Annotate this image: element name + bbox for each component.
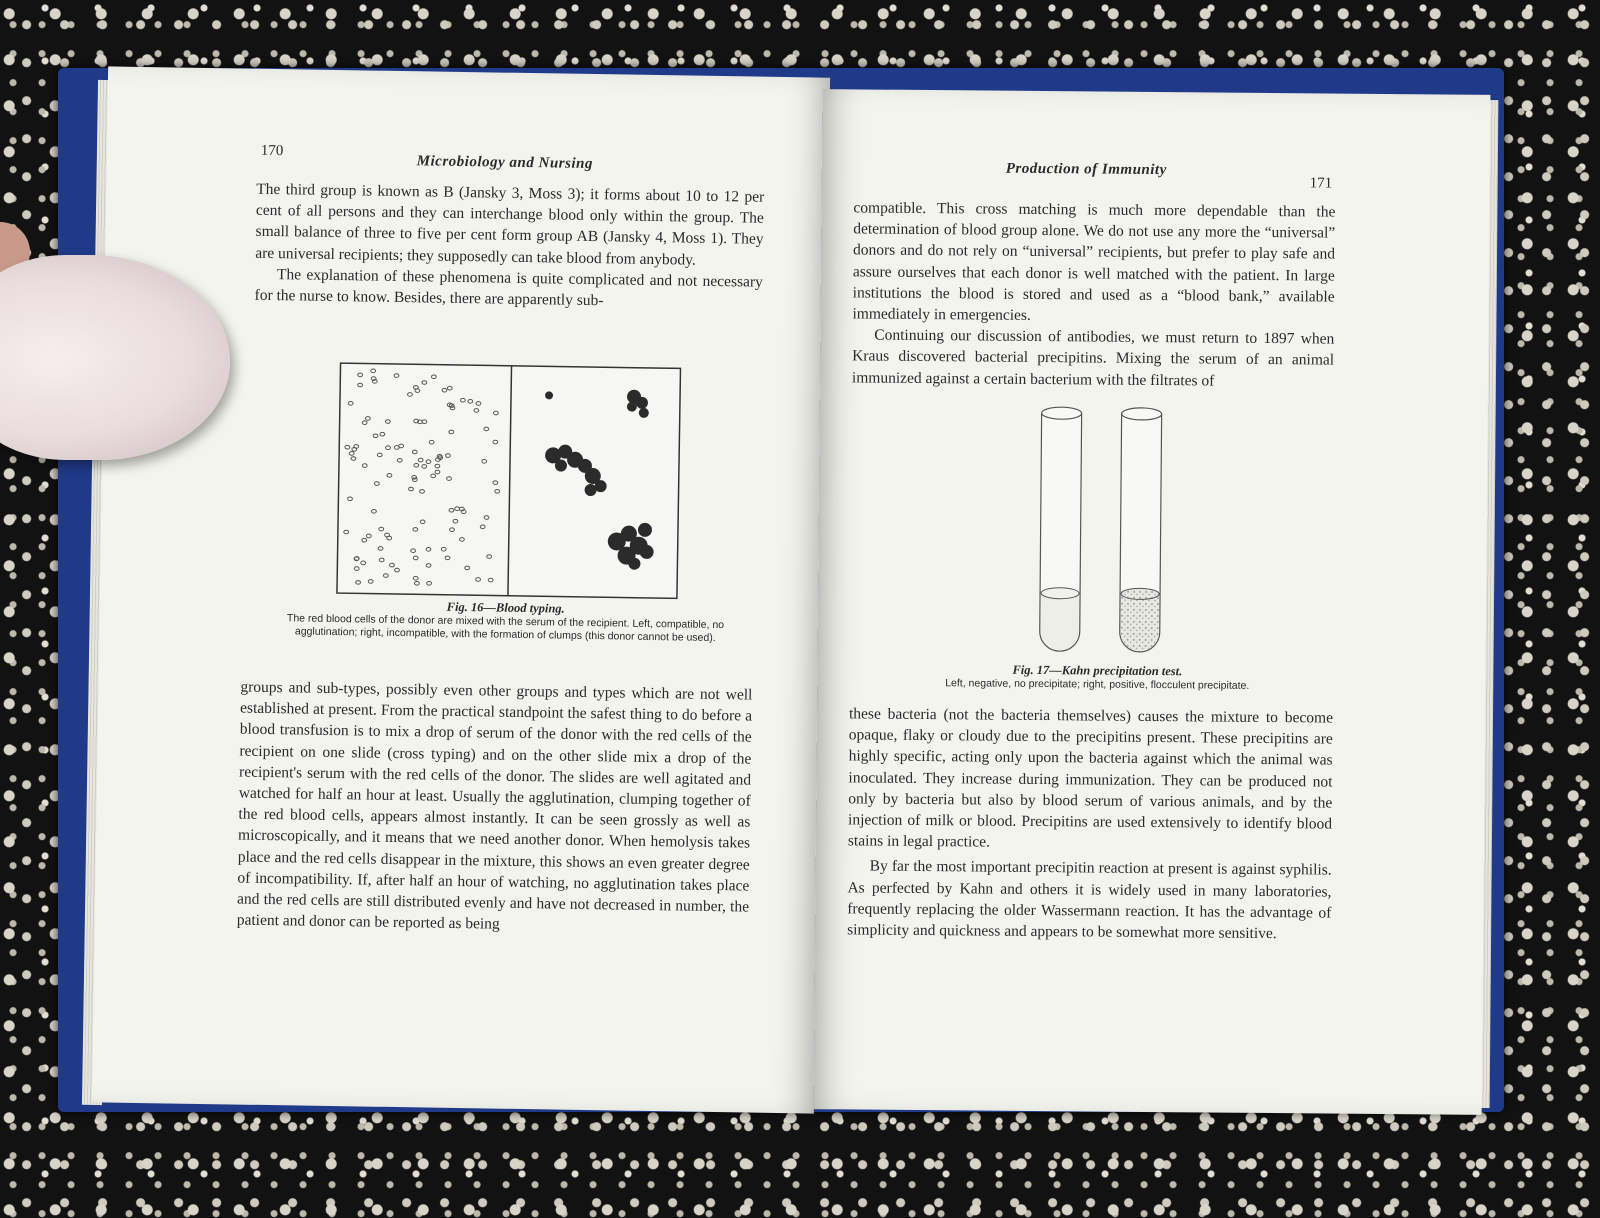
positive-tube [1120, 408, 1162, 652]
fig16-title: Fig. 16—Blood typing. [446, 599, 565, 616]
kahn-test-tubes-figure [1036, 403, 1168, 656]
paragraph: these bacteria (not the bacteria themselves) causes the mixture to become opaque, flaky or cloudy due to the precipitins present. These precipitins are highly specific, acting only upon the bacteria against which the animal was inoculated. They increase during immunization. They can be produced not only by bacteria but also by blood serum of various animals, and by the injection of milk or blood. Precipitins are used extensively to identify blood stains in legal practice. [847, 705, 1334, 851]
negative-tube [1040, 407, 1082, 651]
fig16-caption [285, 597, 726, 644]
left-top-text [254, 179, 764, 314]
left-page [92, 66, 830, 1113]
blood-typing-figure [336, 362, 682, 599]
right-top-text [852, 197, 1336, 392]
left-page-number: 170 [260, 142, 284, 160]
right-running-head: Production of Immunity [1005, 160, 1167, 179]
paragraph: By far the most important precipitin reaction at present is against syphilis. As perfected by Kahn and others it is widely used in many laboratories, frequently replacing the older Wassermann reaction. It has the advantage of simplicity and quickness and appears to be somewhat more sensitive. [847, 857, 1332, 943]
left-running-head: Microbiology and Nursing [416, 153, 594, 173]
paragraph: The explanation of these phenomena is quite complicated and not necessary for the nurse to know. Besides, there are apparently sub- [254, 265, 764, 310]
paragraph: Continuing our discussion of antibodies, we must return to 1897 when Kraus discovered bacterial precipitins. Mixing the serum of an animal immunized against a certain bacterium with the filtrates of [851, 326, 1335, 390]
paragraph: groups and sub-types, possibly even other groups and types which are not well established at present. From the practical standpoint the safest thing to do before a blood transfusion is to mix a drop of serum of the donor with the red cells of the recipient on one slide (cross typing) and on the other slide mix a drop of the recipient's serum with the red cells of the donor. The slides are well agitated and watched for half an hour at least. Usually the agglutination, clumping together of the red blood cells, appears almost instantly. It can be seen grossly as well as microscopically, and it means that we need another donor. When hemolysis takes place and the red cells disappear in the mixture, this shows an even greater degree of incompatibility. If, after half an hour of watching, no agglutination takes place and the red cells are still distributed evenly and have not decreased in number, the patient and donor can be reported as being [236, 678, 753, 933]
right-page-number: 171 [1309, 175, 1333, 192]
right-bottom-text [847, 703, 1333, 944]
fig16-description: The red blood cells of the donor are mixed with the serum of the recipient. Left, compatible, no agglutination; right, incompatible, with the formation of clumps (this donor cannot be used). [286, 612, 725, 644]
fig17-title: Fig. 17—Kahn precipitation test. [1012, 662, 1183, 679]
paragraph: The third group is known as B (Jansky 3, Moss 3); it forms about 10 to 12 per cent of all persons and they can interchange blood only within the group. The small balance of three to five per cent form group AB (Jansky 4, Moss 1). They are universal recipients; they supposedly can take blood from anybody. [255, 180, 765, 269]
right-page [814, 89, 1491, 1115]
fig17-description: Left, negative, no precipitate; right, positive, flocculent precipitate. [945, 677, 1250, 692]
fig17-caption [877, 662, 1317, 693]
paragraph: compatible. This cross matching is much more dependable than the determination of blood group alone. We do not use any more the “universal” donors and do not rely on “universal” recipients, but prefer to play safe and assure ourselves that each donor is well matched with the patient. In large institutions the blood is stored and used as a “blood bank,” available immediately in emergencies. [852, 199, 1336, 324]
left-bottom-text [237, 677, 753, 939]
